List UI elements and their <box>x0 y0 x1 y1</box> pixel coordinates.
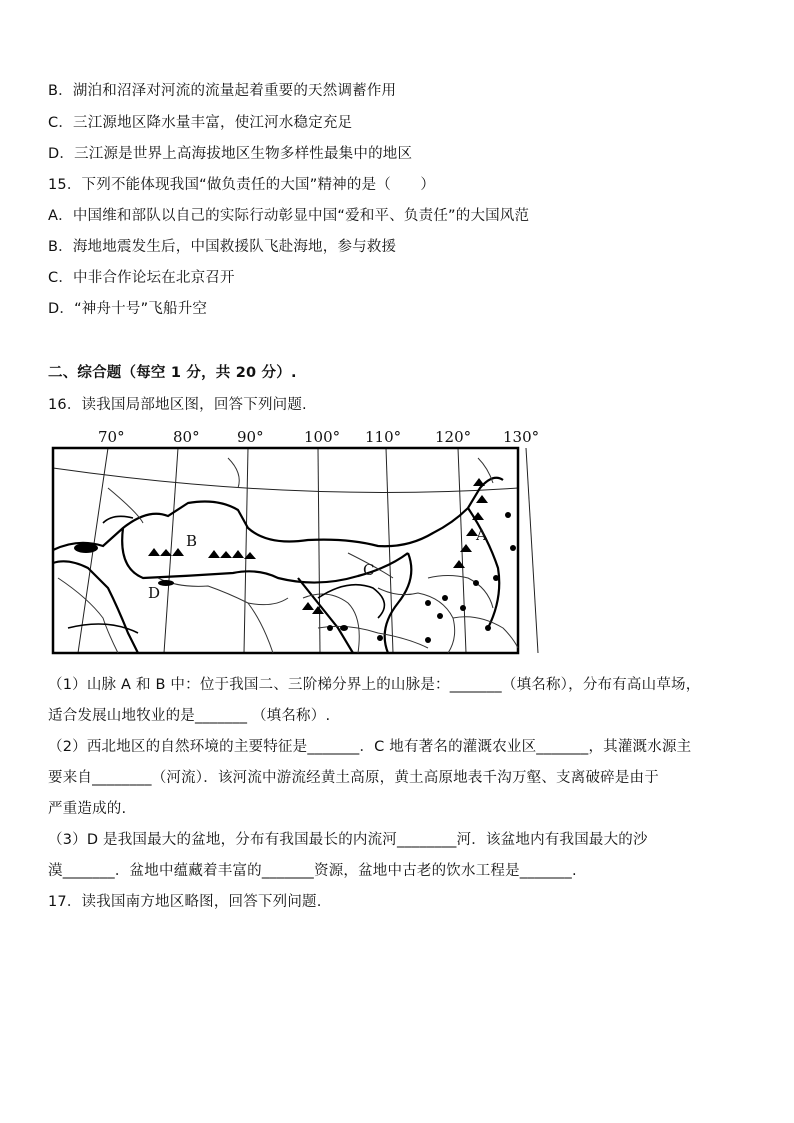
question-16-part-1-line-2: 适合发展山地牧业的是_______ （填名称）. <box>48 708 331 724</box>
map-drawing <box>48 428 548 660</box>
longitude-90: 90° <box>237 428 264 446</box>
longitude-70: 70° <box>98 428 125 446</box>
question-16-part-2-line-1: （2）西北地区的自然环境的主要特征是_______．C 地有著名的灌溉农业区_______，其灌溉水源主 <box>48 739 692 755</box>
longitude-120: 120° <box>435 428 472 446</box>
question-15-stem: 15．下列不能体现我国“做负责任的大国”精神的是（ ） <box>48 177 436 193</box>
question-16-part-3-line-1: （3）D 是我国最大的盆地，分布有我国最长的内流河________河．该盆地内有我国最大的沙 <box>48 832 648 848</box>
question-16-part-1-line-1: （1）山脉 A 和 B 中：位于我国二、三阶梯分界上的山脉是：_______（填名称），分布有高山草场， <box>48 677 701 693</box>
longitude-80: 80° <box>173 428 200 446</box>
map-label-c: C <box>363 561 375 579</box>
option-14-d: D．三江源是世界上高海拔地区生物多样性最集中的地区 <box>48 146 413 162</box>
longitude-100: 100° <box>304 428 341 446</box>
longitude-110: 110° <box>365 428 402 446</box>
longitude-130: 130° <box>503 428 540 446</box>
option-15-c: C．中非合作论坛在北京召开 <box>48 270 235 286</box>
question-16-part-3-line-2: 漠_______．盆地中蕴藏着丰富的_______资源，盆地中古老的饮水工程是_______. <box>48 863 577 879</box>
map-label-a: A <box>476 526 487 544</box>
map-label-b: B <box>186 532 198 550</box>
option-14-b: B．湖泊和沼泽对河流的流量起着重要的天然调蓄作用 <box>48 83 397 99</box>
question-16-stem: 16．读我国局部地区图，回答下列问题. <box>48 397 307 413</box>
map-label-d: D <box>148 584 161 602</box>
question-16-part-2-line-3: 严重造成的. <box>48 801 127 817</box>
option-14-c: C．三江源地区降水量丰富，使江河水稳定充足 <box>48 115 353 131</box>
regional-map <box>48 428 548 660</box>
option-15-d: D．“神舟十号”飞船升空 <box>48 301 208 317</box>
question-16-part-2-line-2: 要来自________（河流）．该河流中游流经黄土高原，黄土高原地表千沟万壑、支离破碎是由于 <box>48 770 659 786</box>
option-15-b: B．海地地震发生后，中国救援队飞赴海地，参与救援 <box>48 239 397 255</box>
section-2-title: 二、综合题（每空 1 分，共 20 分）. <box>48 365 297 381</box>
question-17-stem: 17．读我国南方地区略图，回答下列问题. <box>48 894 322 910</box>
option-15-a: A．中国维和部队以自己的实际行动彰显中国“爱和平、负责任”的大国风范 <box>48 208 530 224</box>
